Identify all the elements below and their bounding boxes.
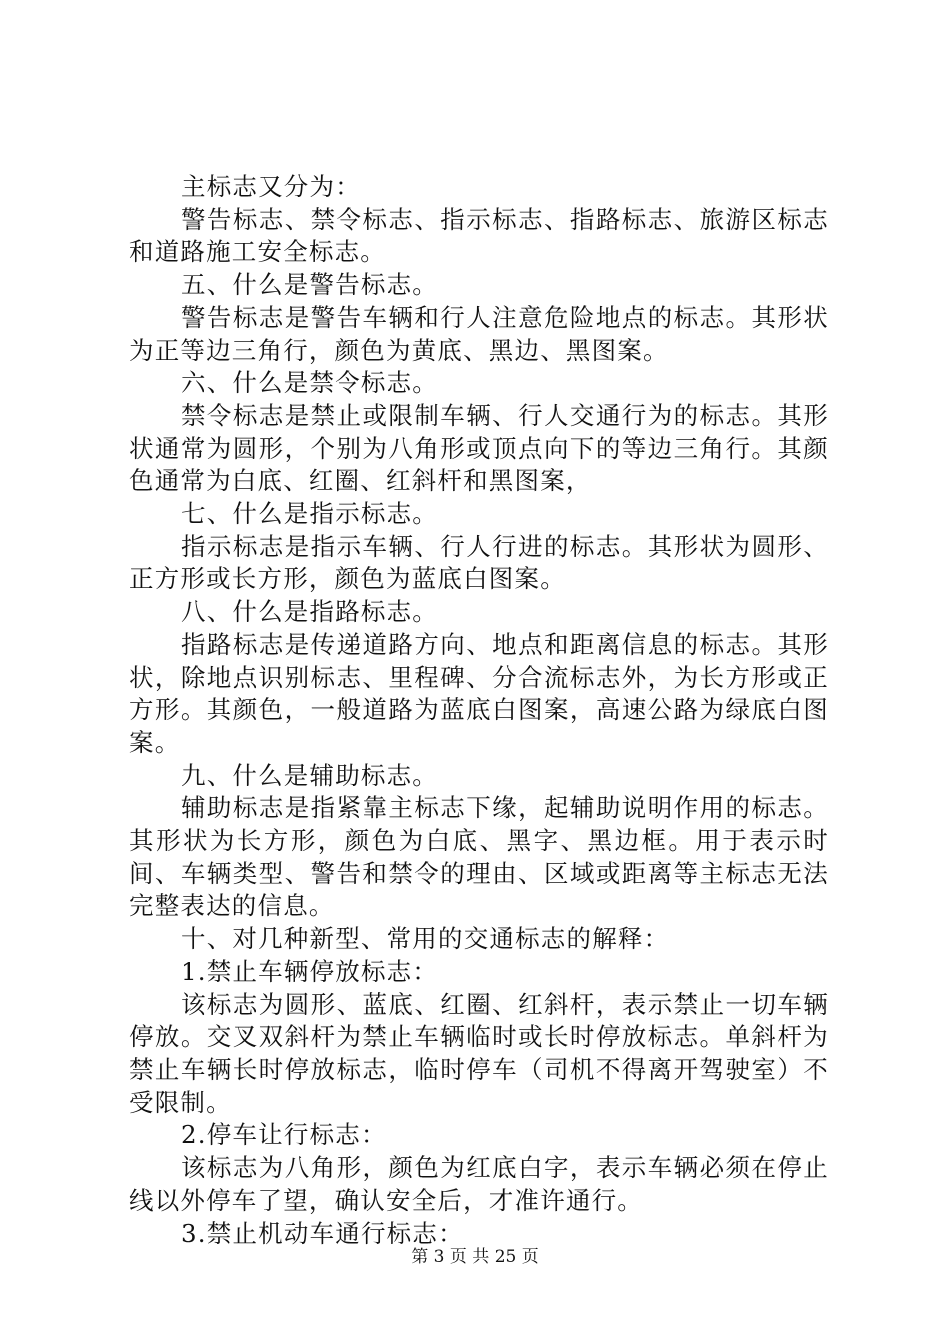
paragraph: 该标志为圆形、蓝底、红圈、红斜杆，表示禁止一切车辆停放。交叉双斜杆为禁止车辆临时或长时停放标志。单斜杆为禁止车辆长时停放标志，临时停车（司机不得离开驾驶室）不受限制。 [129,989,829,1117]
page-number: 第 3 页 共 25 页 [411,1247,539,1267]
subsection-heading: 1.禁止车辆停放标志： [181,956,439,986]
subsection-heading: 3.禁止机动车通行标志： [181,1218,464,1248]
document-body [129,171,829,1250]
subsection-heading: 2.停车让行标志： [181,1120,387,1150]
paragraph: 该标志为八角形，颜色为红底白字，表示车辆必须在停止线以外停车了望，确认安全后，才准许通行。 [129,1153,829,1215]
paragraph: 指示标志是指示车辆、行人行进的标志。其形状为圆形、正方形或长方形，颜色为蓝底白图案。 [129,531,829,594]
section-heading: 十、对几种新型、常用的交通标志的解释： [181,924,670,954]
paragraph: 禁令标志是禁止或限制车辆、行人交通行为的标志。其形状通常为圆形，个别为八角形或顶点向下的等边三角行。其颜色通常为白底、红圈、红斜杆和黑图案， [129,400,829,496]
section-heading: 九、什么是辅助标志。 [181,760,438,790]
paragraph: 警告标志、禁令标志、指示标志、指路标志、旅游区标志和道路施工安全标志。 [129,204,829,267]
section-heading: 五、什么是警告标志。 [181,270,438,300]
paragraph: 警告标志是警告车辆和行人注意危险地点的标志。其形状为正等边三角行，颜色为黄底、黑边、黑图案。 [129,302,829,365]
section-heading: 八、什么是指路标志。 [181,597,438,627]
section-heading: 七、什么是指示标志。 [181,499,438,529]
section-heading: 六、什么是禁令标志。 [181,368,438,398]
paragraph: 辅助标志是指紧靠主标志下缘，起辅助说明作用的标志。其形状为长方形，颜色为白底、黑字、黑边框。用于表示时间、车辆类型、警告和禁令的理由、区域或距离等主标志无法完整表达的信息。 [129,793,829,921]
paragraph: 指路标志是传递道路方向、地点和距离信息的标志。其形状，除地点识别标志、里程碑、分合流标志外，为长方形或正方形。其颜色，一般道路为蓝底白图案，高速公路为绿底白图案。 [129,629,829,757]
paragraph: 主标志又分为： [181,172,361,201]
page-footer [0,1242,950,1267]
